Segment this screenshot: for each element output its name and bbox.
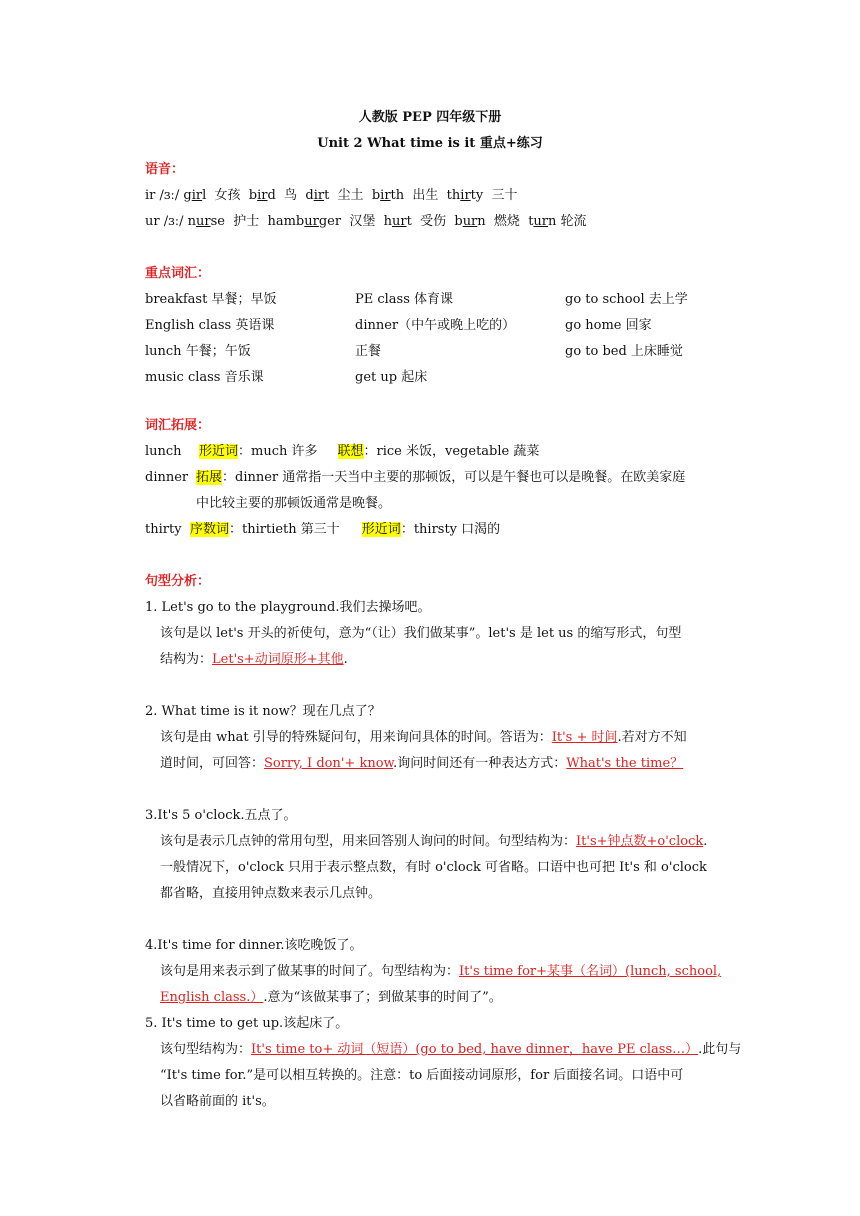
phonics-ur-prefix: ur /ɜː/ [145,214,188,229]
sentence-5-line-1: 该句型结构为：It's time to+ 动词（短语）(go to bed, have dinner，have PE class…）.此句与 [160,1042,742,1057]
vocab-item: go to school 去上学 [565,292,688,307]
sentence-2-line-2: 道时间，可回答：Sorry, I don'+ know.询问时间还有一种表达方式：What's the time？ [160,756,684,771]
highlight-tag: 形近词 [199,444,239,459]
phonics-ir-line: ir /ɜː/ girl 女孩 bird 鸟 dirt 尘土 birth 出生 thirty 三十 [145,188,518,203]
highlight-tag: 联想 [337,444,364,459]
sentence-1-title: 1. Let's go to the playground.我们去操场吧。 [145,600,431,615]
sentence-3-line-1: 该句是表示几点钟的常用句型，用来回答别人询问的时间。句型结构为：It's+钟点数+o'clock. [160,834,708,849]
highlight-tag: 拓展 [196,470,223,485]
expand-dinner-line: dinner 拓展：dinner 通常指一天当中主要的那顿饭，可以是午餐也可以是晚餐。在欧美家庭 [145,468,685,488]
expand-word: thirty [145,522,182,537]
pattern-formula: It's time for+某事（名词）(lunch, school, [459,964,722,979]
sentence-1-line-2: 结构为：Let's+动词原形+其他. [160,652,348,667]
vocab-item: go home 回家 [565,318,652,333]
phonics-ur-line: ur /ɜː/ nurse 护士 hamburger 汉堡 hurt 受伤 burn 燃烧 turn 轮流 [145,214,587,229]
sentence-3-line-3: 都省略，直接用钟点数来表示几点钟。 [160,886,382,901]
pattern-formula: Let's+动词原形+其他 [212,652,344,667]
vocab-item: dinner（中午或晚上吃的） [355,318,516,333]
pattern-formula: It's time to+ 动词（短语）(go to bed, have dinner，have PE class…） [251,1042,699,1057]
document-title: 人教版 PEP 四年级下册 [358,110,502,125]
expand-dinner-line-2: 中比较主要的那顿饭通常是晚餐。 [196,496,392,511]
vocab-column-2 [355,290,515,394]
document-subtitle: Unit 2 What time is it 重点+练习 [317,136,543,151]
sentence-3-title: 3.It's 5 o'clock.五点了。 [145,808,297,823]
pattern-formula: What's the time？ [566,756,684,771]
vocab-heading: 重点词汇： [145,266,211,281]
vocab-item: lunch 午餐；午饭 [145,344,251,359]
vocab-item: English class 英语课 [145,318,275,333]
vocab-column-1 [145,290,276,394]
pattern-formula: It's + 时间 [551,730,618,745]
expand-thirty-line: thirty 序数词：thirtieth 第三十 形近词：thirsty 口渴的 [145,520,500,540]
phonics-heading: 语音： [145,162,185,177]
sentence-4-line-2: English class.）.意为“该做某事了；到做某事的时间了”。 [160,990,502,1005]
pattern-formula: English class.） [160,990,264,1005]
sentence-5-title: 5. It's time to get up.该起床了。 [145,1016,349,1031]
phonics-word: burn [454,214,486,229]
phonics-word: hamburger [267,214,342,229]
phonics-word: bird [248,188,276,203]
vocab-item: music class 音乐课 [145,370,264,385]
expand-word: lunch [145,444,182,459]
phonics-word: dirt [305,188,330,203]
vocab-item: get up 起床 [355,370,428,385]
sentence-3-line-2: 一般情况下，o'clock 只用于表示整点数，有时 o'clock 可省略。口语中也可把 It's 和 o'clock [160,860,707,875]
sentence-5-line-3: 以省略前面的 it's。 [160,1094,275,1109]
vocab-item: 正餐 [355,344,382,359]
expand-heading: 词汇拓展： [145,418,211,433]
pattern-formula: It's+钟点数+o'clock [576,834,704,849]
phonics-ir-prefix: ir /ɜː/ [145,188,184,203]
vocab-item: PE class 体育课 [355,292,454,307]
phonics-word: turn [528,214,557,229]
analysis-heading: 句型分析： [145,574,211,589]
pattern-formula: Sorry, I don'+ know [264,756,394,771]
expand-lunch-line: lunch 形近词：much 许多 联想：rice 米饭，vegetable 蔬菜 [145,442,539,462]
highlight-tag: 形近词 [361,522,401,537]
sentence-5-line-2: “It's time for.”是可以相互转换的。注意：to 后面接动词原形，for 后面接名词。口语中可 [160,1068,684,1083]
highlight-tag: 序数词 [190,522,230,537]
sentence-4-line-1: 该句是用来表示到了做某事的时间了。句型结构为：It's time for+某事（名词）(lunch, school, [160,964,722,979]
vocab-item: breakfast 早餐；早饭 [145,292,277,307]
sentence-4-title: 4.It's time for dinner.该吃晚饭了。 [145,938,363,953]
phonics-word: thirty [446,188,484,203]
vocab-column-3 [565,290,688,368]
vocab-item: go to bed 上床睡觉 [565,344,683,359]
phonics-word: girl [183,188,207,203]
expand-word: dinner [145,470,189,485]
phonics-word: hurt [383,214,412,229]
phonics-word: birth [371,188,405,203]
sentence-1-line-1: 该句是以 let's 开头的祈使句，意为“（让）我们做某事”。let's 是 let us 的缩写形式，句型 [160,626,682,641]
phonics-word: nurse [187,214,225,229]
sentence-2-title: 2. What time is it now？现在几点了？ [145,704,381,719]
sentence-2-line-1: 该句是由 what 引导的特殊疑问句，用来询问具体的时间。答语为：It's + 时间.若对方不知 [160,730,687,745]
